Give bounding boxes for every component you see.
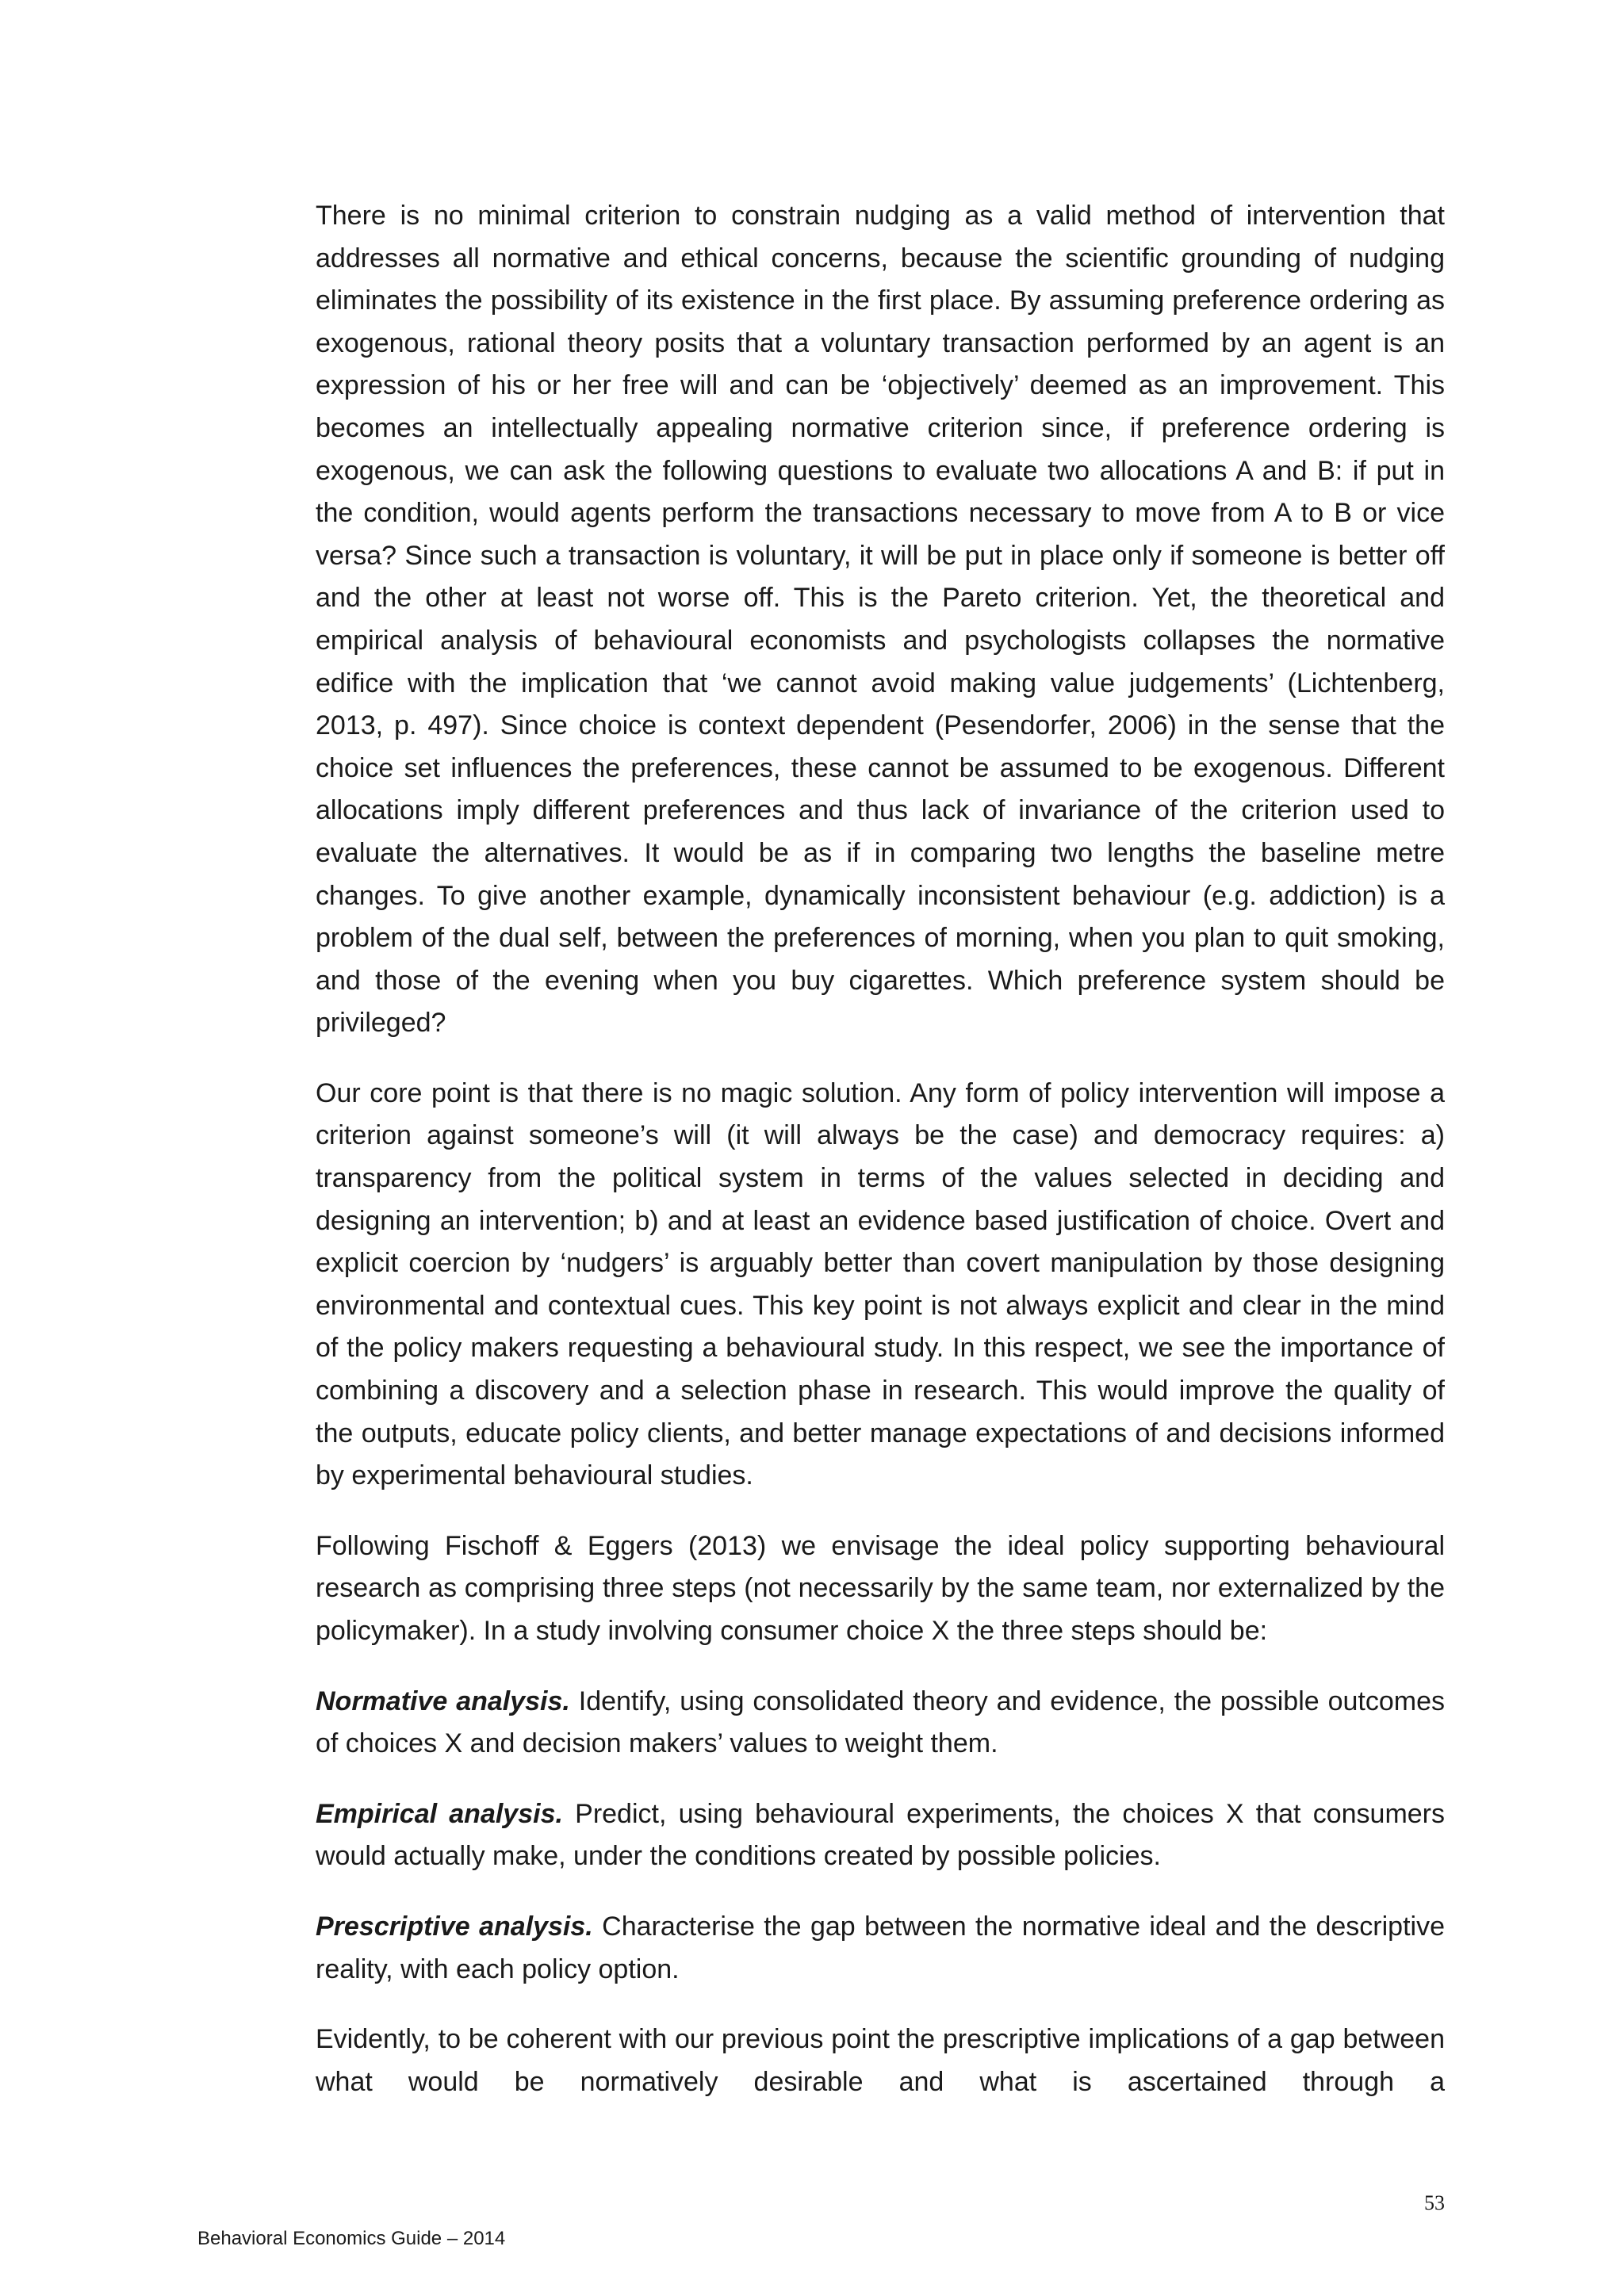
step-text-prescriptive: Characterise the gap between the normative ideal and the descriptive reality, with each policy option.: [316, 1911, 1445, 1984]
paragraph-core-point: Our core point is that there is no magic solution. Any form of policy intervention will impose a criterion against someone’s will (it will always be the case) and democracy requires: a) transparency from the political system in terms of the values selected in deciding and designing an intervention; b) and at least an evidence based justification of choice. Overt and explicit coercion by ‘nudgers’ is arguably better than covert manipulation by those designing environmental and contextual cues. This key point is not always explicit and clear in the mind of the policy makers requesting a behavioural study. In this respect, we see the importance of combining a discovery and a selection phase in research. This would improve the quality of the outputs, educate policy clients, and better manage expectations of and decisions informed by experimental behavioural studies.: [316, 1077, 1445, 1491]
step-prescriptive-analysis: [316, 1906, 1445, 1991]
step-normative-analysis: [316, 1681, 1445, 1766]
step-lead-empirical: Empirical analysis.: [316, 1798, 563, 1829]
paragraph-closing: Evidently, to be coherent with our previous point the prescriptive implications of a gap between what would be normatively desirable and what is ascertained through a: [316, 2024, 1445, 2097]
footer-title: Behavioral Economics Guide – 2014: [197, 2228, 506, 2249]
paragraph-three-steps-intro: Following Fischoff & Eggers (2013) we envisage the ideal policy supporting behavioural research as comprising three steps (not necessarily by the same team, nor externalized by the policymaker). In a study involving consumer choice X the three steps should be:: [316, 1530, 1445, 1646]
step-lead-prescriptive: Prescriptive analysis.: [316, 1911, 593, 1942]
page-body: [316, 195, 1445, 2131]
step-empirical-analysis: [316, 1793, 1445, 1878]
step-lead-normative: Normative analysis.: [316, 1686, 570, 1716]
paragraph-pareto-criterion: There is no minimal criterion to constrain nudging as a valid method of intervention that addresses all normative and ethical concerns, because the scientific grounding of nudging eliminates the possibility of its existence in the first place. By assuming preference ordering as exogenous, rational theory posits that a voluntary transaction performed by an agent is an expression of his or her free will and can be ‘objectively’ deemed as an improvement. This becomes an intellectually appealing normative criterion since, if preference ordering is exogenous, we can ask the following questions to evaluate two allocations A and B: if put in the condition, would agents perform the transactions necessary to move from A to B or vice versa? Since such a transaction is voluntary, it will be put in place only if someone is better off and the other at least not worse off. This is the Pareto criterion. Yet, the theoretical and empirical analysis of behavioural economists and psychologists collapses the normative edifice with the implication that ‘we cannot avoid making value judgements’ (Lichtenberg, 2013, p. 497). Since choice is context dependent (Pesendorfer, 2006) in the sense that the choice set influences the preferences, these cannot be assumed to be exogenous. Different allocations imply different preferences and thus lack of invariance of the criterion used to evaluate the alternatives. It would be as if in comparing two lengths the baseline metre changes. To give another example, dynamically inconsistent behaviour (e.g. addiction) is a problem of the dual self, between the preferences of morning, when you plan to quit smoking, and those of the evening when you buy cigarettes. Which preference system should be privileged?: [316, 201, 1445, 1039]
page-number: 53: [1424, 2191, 1445, 2214]
step-text-empirical: Predict, using behavioural experiments, the choices X that consumers would actually make, under the conditions created by possible policies.: [316, 1798, 1445, 1872]
step-text-normative: Identify, using consolidated theory and evidence, the possible outcomes of choices X and decision makers’ values to weight them.: [316, 1686, 1445, 1759]
